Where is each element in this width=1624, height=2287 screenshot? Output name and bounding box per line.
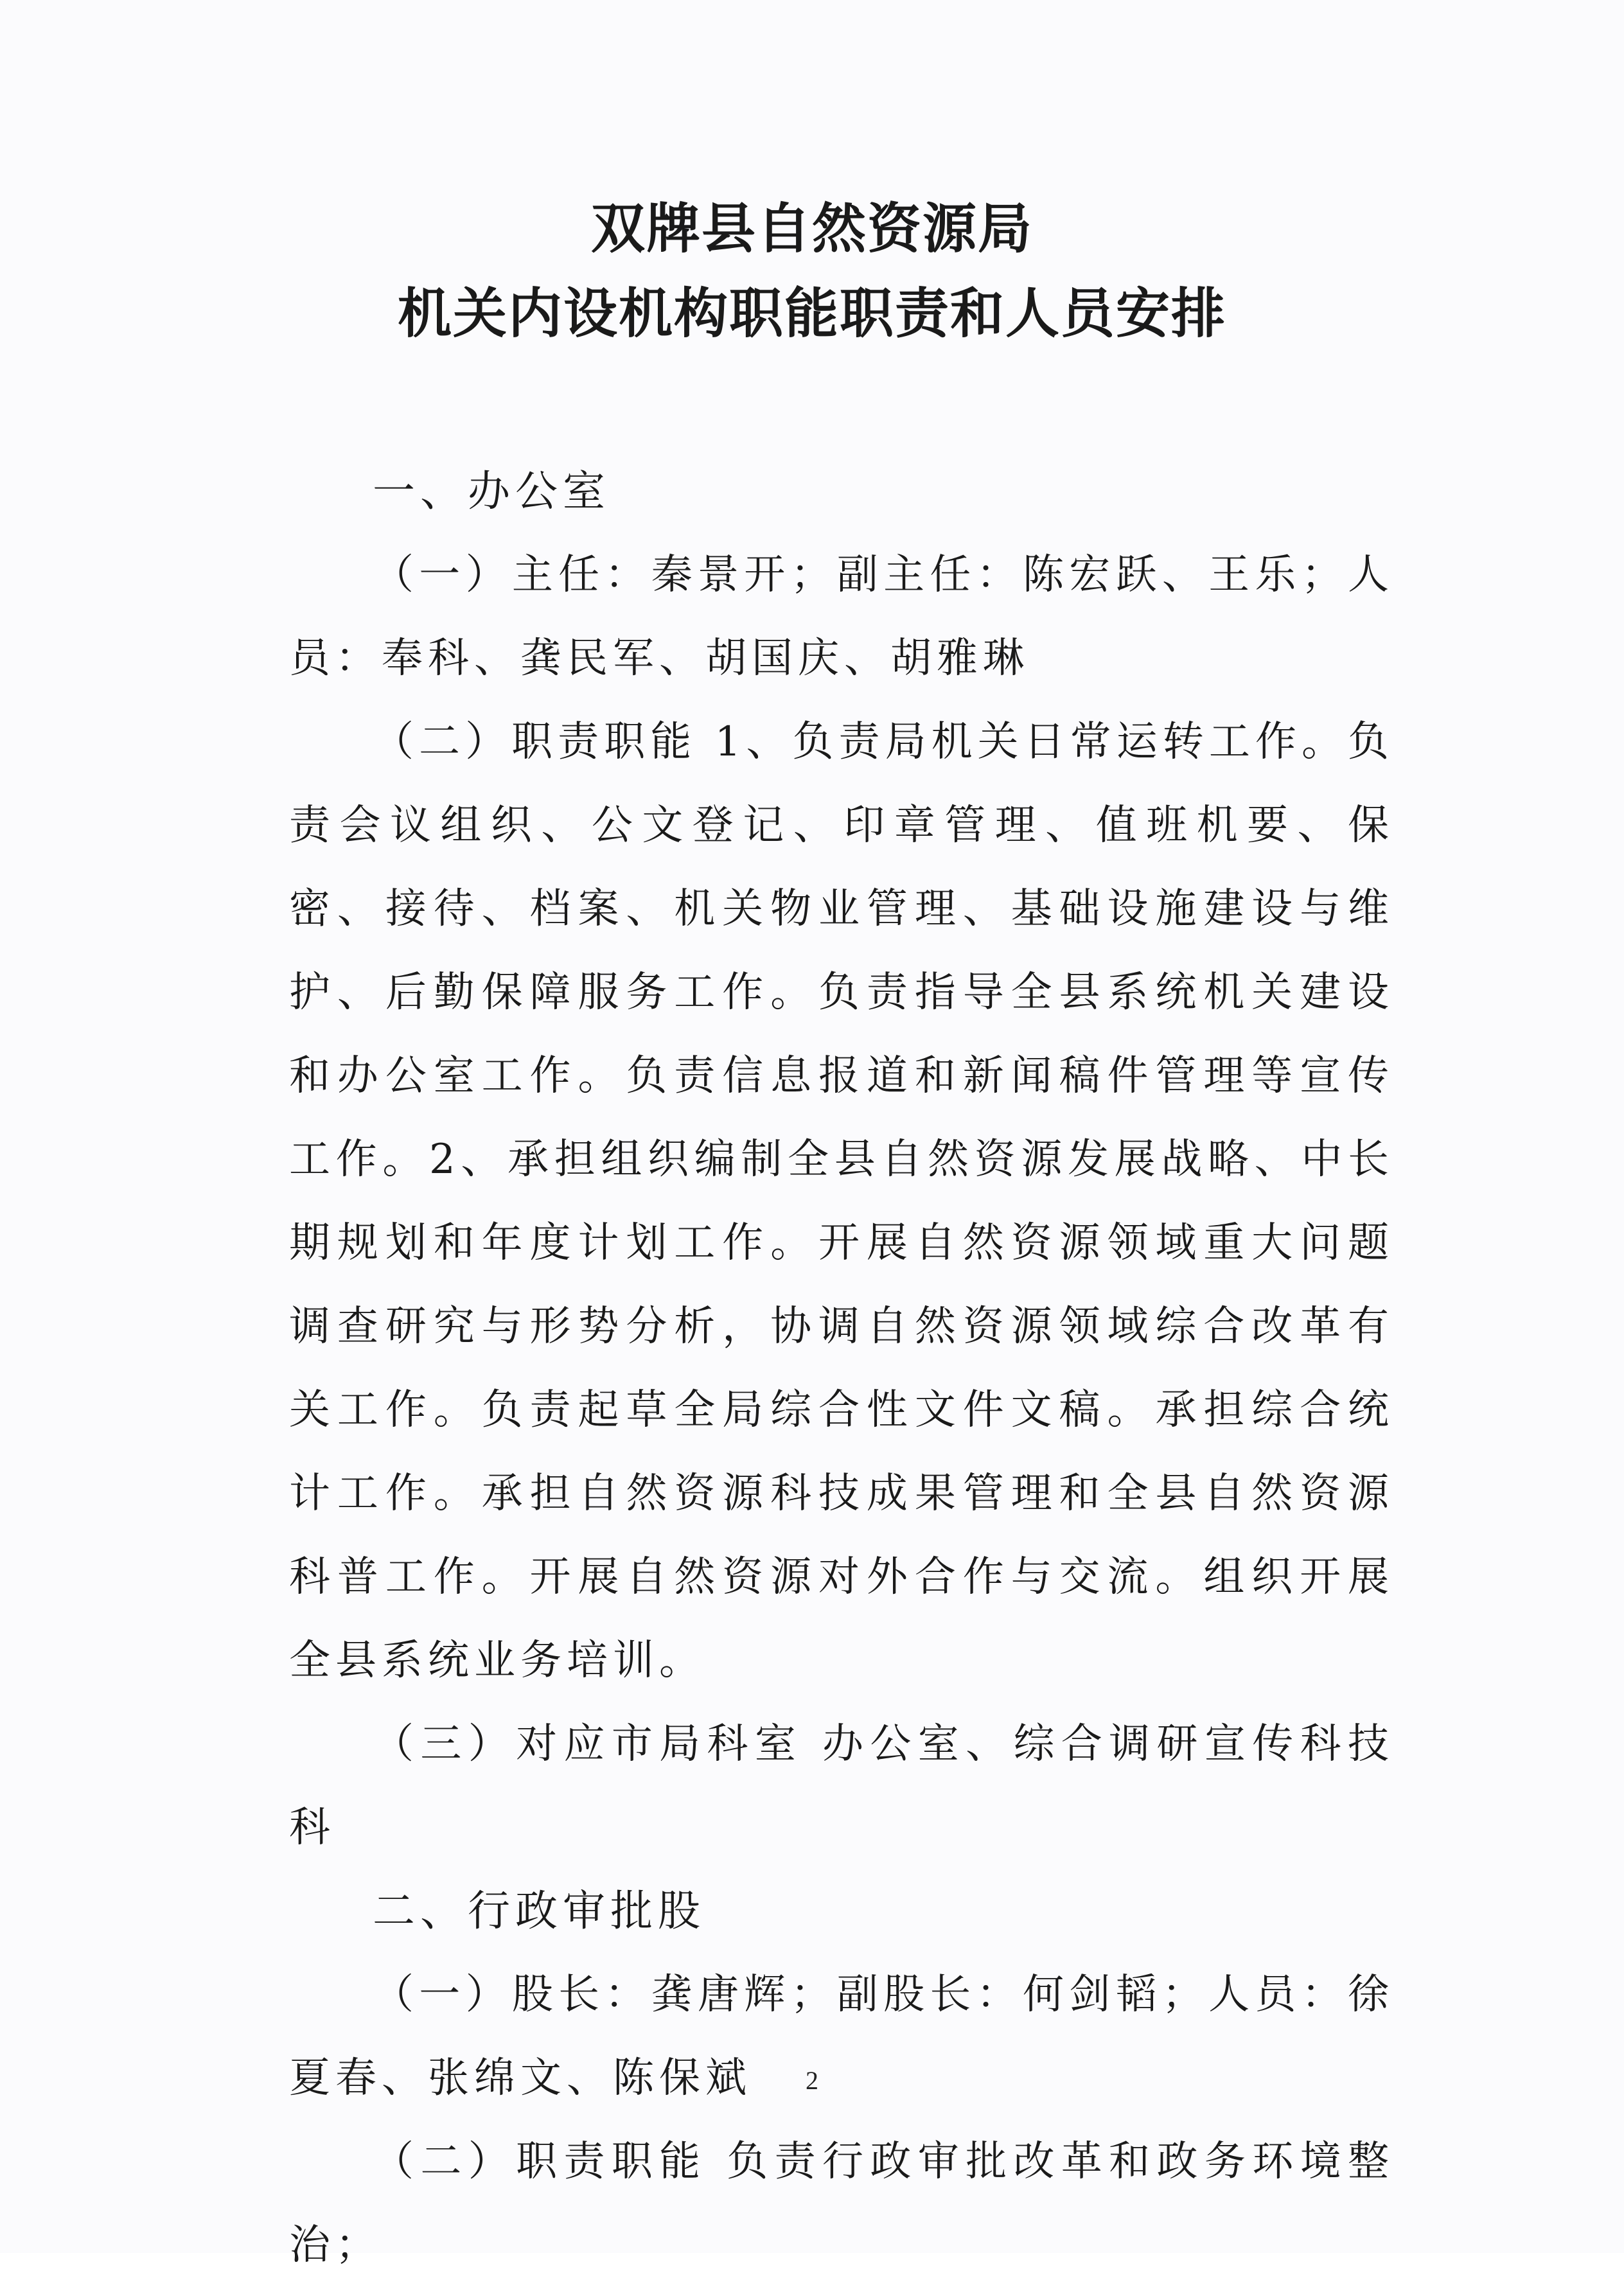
page-number: 2 xyxy=(806,2066,818,2095)
office-counterpart-paragraph: （三）对应市局科室 办公室、综合调研宣传科技科 xyxy=(289,1720,1394,1851)
title-line-1: 双牌县自然资源局 xyxy=(590,197,1033,260)
approval-duties-paragraph: （二）职责职能 负责行政审批改革和政务环境整治； xyxy=(289,2138,1394,2269)
office-duties-paragraph: （二）职责职能 1、负责局机关日常运转工作。负责会议组织、公文登记、印章管理、值班机要、保密、接待、档案、机关物业管理、基础设施建设与维护、后勤保障服务工作。负责指导全县系统机关建设和办公室工作。负责信息报道和新闻稿件管理等宣传工作。2、承担组织编制全县自然资源发展战略、中长期规划和年度计划工作。开展自然资源领域重大问题调查研究与形势分析，协调自然资源领域综合改革有关工作。负责起草全局综合性文件文稿。承担综合统计工作。承担自然资源科技成果管理和全县自然资源科普工作。开展自然资源对外合作与交流。组织开展全县系统业务培训。 xyxy=(289,718,1394,1684)
document-title xyxy=(0,186,1624,356)
section-heading-office: 一、办公室 xyxy=(373,466,610,516)
title-line-2: 机关内设机构职能职责和人员安排 xyxy=(397,282,1226,345)
office-staff-paragraph: （一）主任：秦景开；副主任：陈宏跃、王乐；人员：奉科、龚民军、胡国庆、胡雅琳 xyxy=(289,551,1394,682)
approval-staff-paragraph: （一）股长：龚唐辉；副股长：何剑韬；人员：徐夏春、张绵文、陈保斌 xyxy=(289,1971,1394,2102)
section-heading-approval: 二、行政审批股 xyxy=(373,1886,705,1936)
document-body xyxy=(289,450,1394,2287)
